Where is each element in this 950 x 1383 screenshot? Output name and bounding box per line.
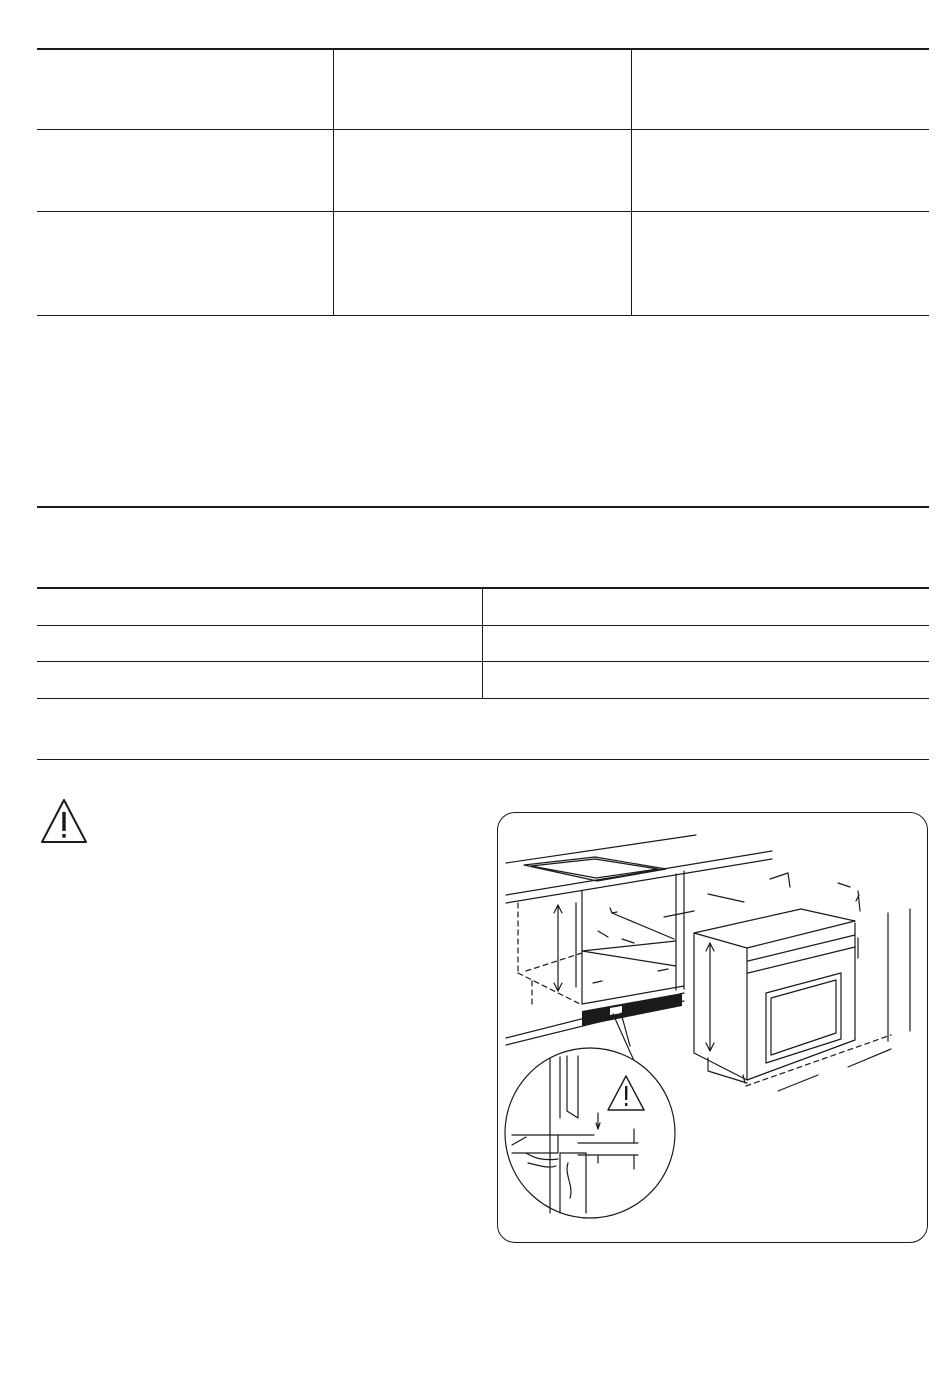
section-rule xyxy=(37,506,929,508)
table-2-row-rule xyxy=(37,661,929,662)
table-1-row-rule xyxy=(37,129,929,130)
oven-drawing xyxy=(664,873,910,1091)
table-2-column-divider xyxy=(482,588,483,698)
table-2-top-rule xyxy=(37,587,929,589)
worktop-drawing xyxy=(506,835,772,903)
table-1-column-divider xyxy=(631,49,632,315)
oven-installation-diagram xyxy=(497,812,928,1243)
table-2-bottom-rule xyxy=(37,698,929,699)
table-1-top-rule xyxy=(37,48,929,50)
section-rule xyxy=(37,759,929,760)
table-1-bottom-rule xyxy=(37,315,929,316)
detail-inset xyxy=(505,1013,675,1218)
table-1-row-rule xyxy=(37,211,929,212)
table-1-column-divider xyxy=(333,49,334,315)
cabinet-drawing xyxy=(506,871,684,1045)
warning-triangle-icon xyxy=(39,797,89,845)
table-2-row-rule xyxy=(37,625,929,626)
